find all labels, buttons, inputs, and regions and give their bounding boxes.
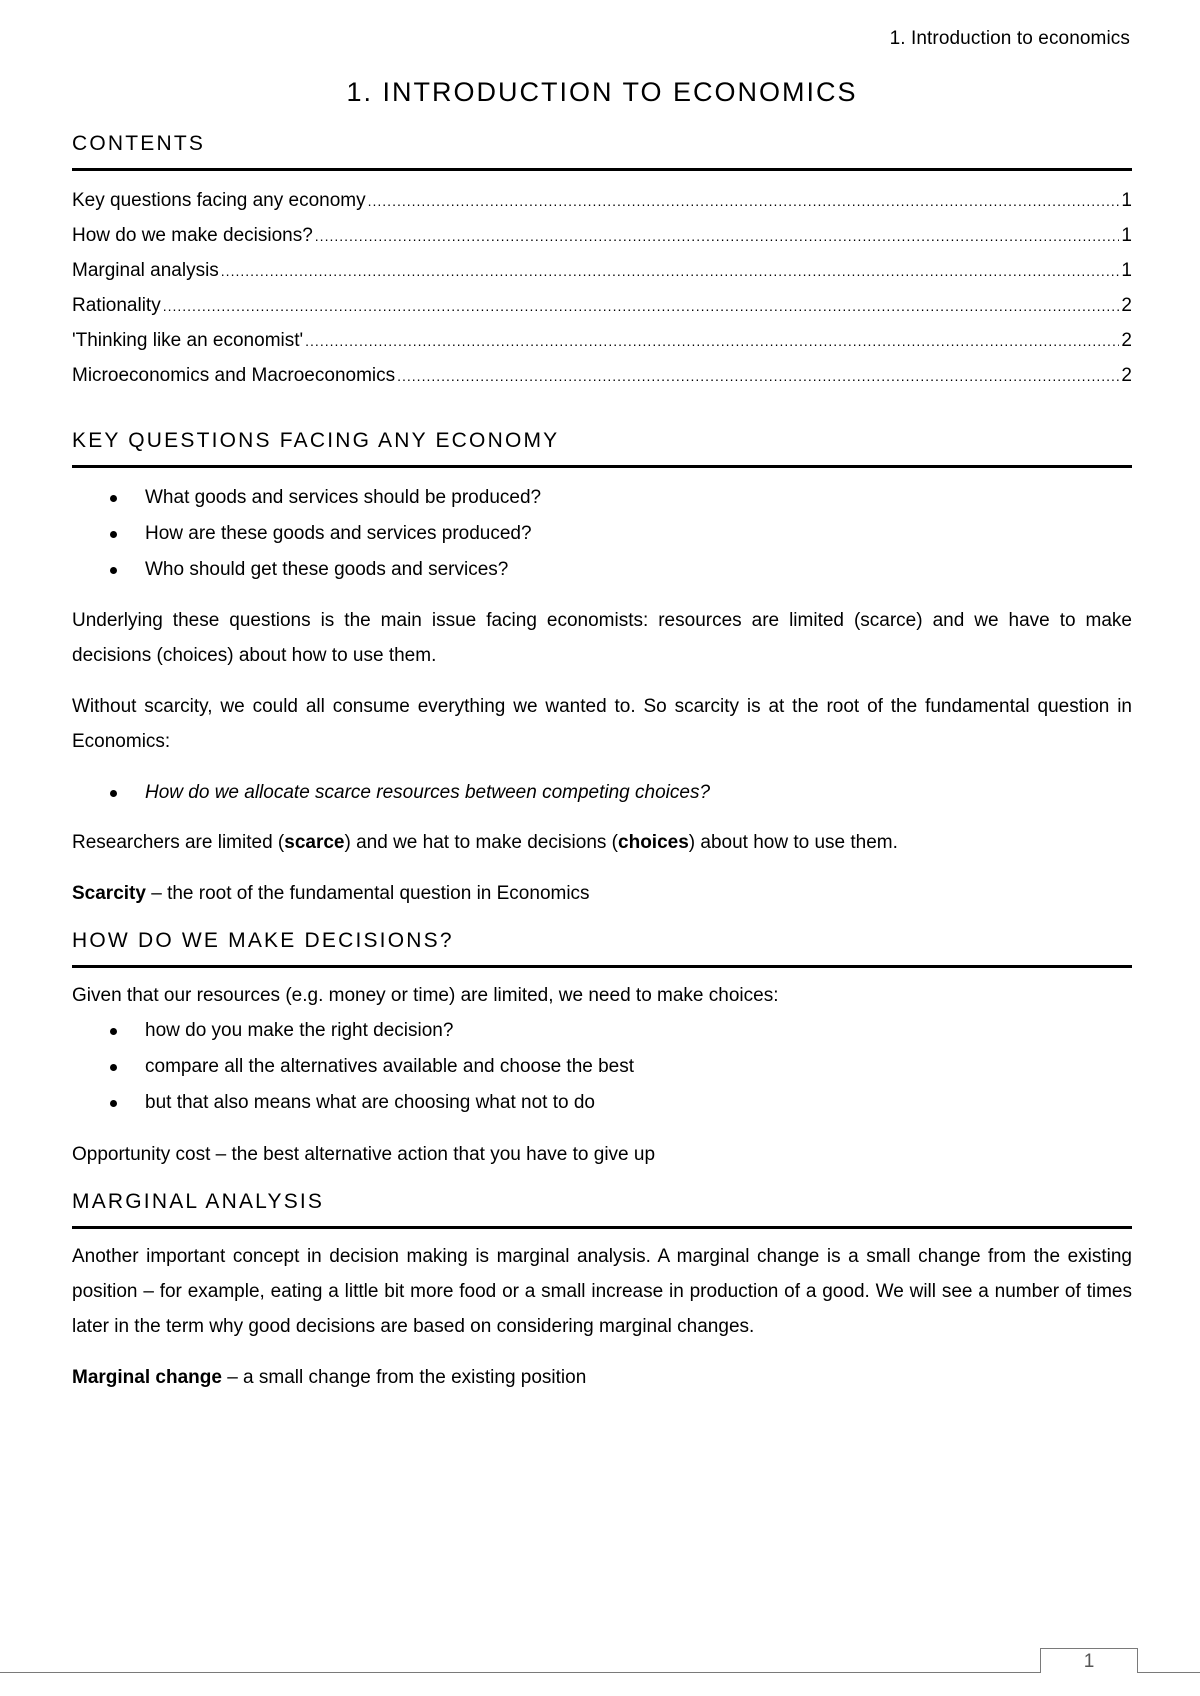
toc-entry-label: Microeconomics and Macroeconomics bbox=[72, 365, 396, 386]
toc-entry-page: 1 bbox=[1121, 225, 1132, 246]
marginal-change-definition bbox=[72, 1360, 1132, 1395]
term-choices: choices bbox=[618, 832, 689, 853]
marginal-analysis-heading: MARGINAL ANALYSIS bbox=[72, 1188, 1132, 1229]
page-number: 1 bbox=[1040, 1648, 1138, 1673]
toc-dot-leader bbox=[368, 184, 1120, 219]
researchers-paragraph bbox=[72, 825, 1132, 860]
term-marginal-change: Marginal change bbox=[72, 1367, 222, 1388]
toc-entry-page: 1 bbox=[1121, 260, 1132, 281]
toc-dot-leader bbox=[163, 289, 1120, 324]
text-run: Researchers are limited ( bbox=[72, 832, 285, 853]
definition-text: – the root of the fundamental question in Economics bbox=[145, 883, 590, 904]
text-run: ) about how to use them. bbox=[688, 832, 898, 853]
toc-dot-leader bbox=[397, 359, 1119, 394]
term-scarcity: Scarcity bbox=[72, 883, 146, 904]
toc-entry-label: How do we make decisions? bbox=[72, 225, 313, 246]
opportunity-cost-definition: Opportunity cost – the best alternative action that you have to give up bbox=[72, 1144, 656, 1165]
toc-entry-rationality[interactable] bbox=[72, 288, 1132, 323]
list-item: What goods and services should be produced? bbox=[72, 480, 1132, 516]
decisions-intro: Given that our resources (e.g. money or time) are limited, we need to make choices: bbox=[72, 985, 779, 1006]
toc-entry-page: 1 bbox=[1121, 190, 1132, 211]
fundamental-question-list bbox=[72, 775, 1132, 811]
key-questions-list bbox=[72, 480, 1132, 588]
contents-heading: CONTENTS bbox=[72, 130, 1132, 171]
document-title: 1. INTRODUCTION TO ECONOMICS bbox=[346, 77, 858, 107]
marginal-analysis-paragraph: Another important concept in decision making is marginal analysis. A marginal change is a small change from the existing position – for example, eating a little bit more food or a small increase in production of a good. We will see a number of times later in the term why good decisions are based on considering marginal changes. bbox=[72, 1246, 1132, 1337]
toc-entry-label: 'Thinking like an economist' bbox=[72, 330, 304, 351]
toc-entry-page: 2 bbox=[1121, 330, 1132, 351]
toc-entry-marginal-analysis[interactable] bbox=[72, 253, 1132, 288]
page-content bbox=[72, 68, 1132, 1395]
toc-entry-decisions[interactable] bbox=[72, 218, 1132, 253]
toc-dot-leader bbox=[221, 254, 1120, 289]
toc-entry-label: Key questions facing any economy bbox=[72, 190, 366, 211]
list-item: how do you make the right decision? bbox=[72, 1013, 1132, 1049]
key-questions-heading: KEY QUESTIONS FACING ANY ECONOMY bbox=[72, 427, 1132, 468]
toc-entry-label: Marginal analysis bbox=[72, 260, 219, 281]
list-item: compare all the alternatives available and choose the best bbox=[72, 1049, 1132, 1085]
toc-entry-thinking-like-economist[interactable] bbox=[72, 323, 1132, 358]
toc-entry-micro-macro[interactable] bbox=[72, 358, 1132, 393]
fundamental-question: How do we allocate scarce resources between competing choices? bbox=[72, 775, 1132, 811]
list-item: How are these goods and services produced? bbox=[72, 516, 1132, 552]
toc-entry-key-questions[interactable] bbox=[72, 183, 1132, 218]
decisions-list bbox=[72, 1013, 1132, 1121]
toc-entry-page: 2 bbox=[1121, 365, 1132, 386]
list-item: Who should get these goods and services? bbox=[72, 552, 1132, 588]
table-of-contents bbox=[72, 183, 1132, 393]
without-scarcity-paragraph: Without scarcity, we could all consume everything we wanted to. So scarcity is at the root of the fundamental question in Economics: bbox=[72, 696, 1132, 752]
list-item: but that also means what are choosing what not to do bbox=[72, 1085, 1132, 1121]
toc-entry-label: Rationality bbox=[72, 295, 161, 316]
text-run: ) and we hat to make decisions ( bbox=[344, 832, 619, 853]
definition-text: – a small change from the existing position bbox=[221, 1367, 587, 1388]
decisions-heading: HOW DO WE MAKE DECISIONS? bbox=[72, 927, 1132, 968]
toc-dot-leader bbox=[305, 324, 1119, 359]
scarcity-paragraph: Underlying these questions is the main issue facing economists: resources are limited (scarce) and we have to make decisions (choices) about how to use them. bbox=[72, 610, 1132, 666]
running-header: 1. Introduction to economics bbox=[889, 28, 1130, 49]
toc-dot-leader bbox=[315, 219, 1120, 254]
toc-entry-page: 2 bbox=[1121, 295, 1132, 316]
footer-rule bbox=[0, 1672, 1200, 1673]
scarcity-definition bbox=[72, 876, 1132, 911]
term-scarce: scarce bbox=[284, 832, 345, 853]
